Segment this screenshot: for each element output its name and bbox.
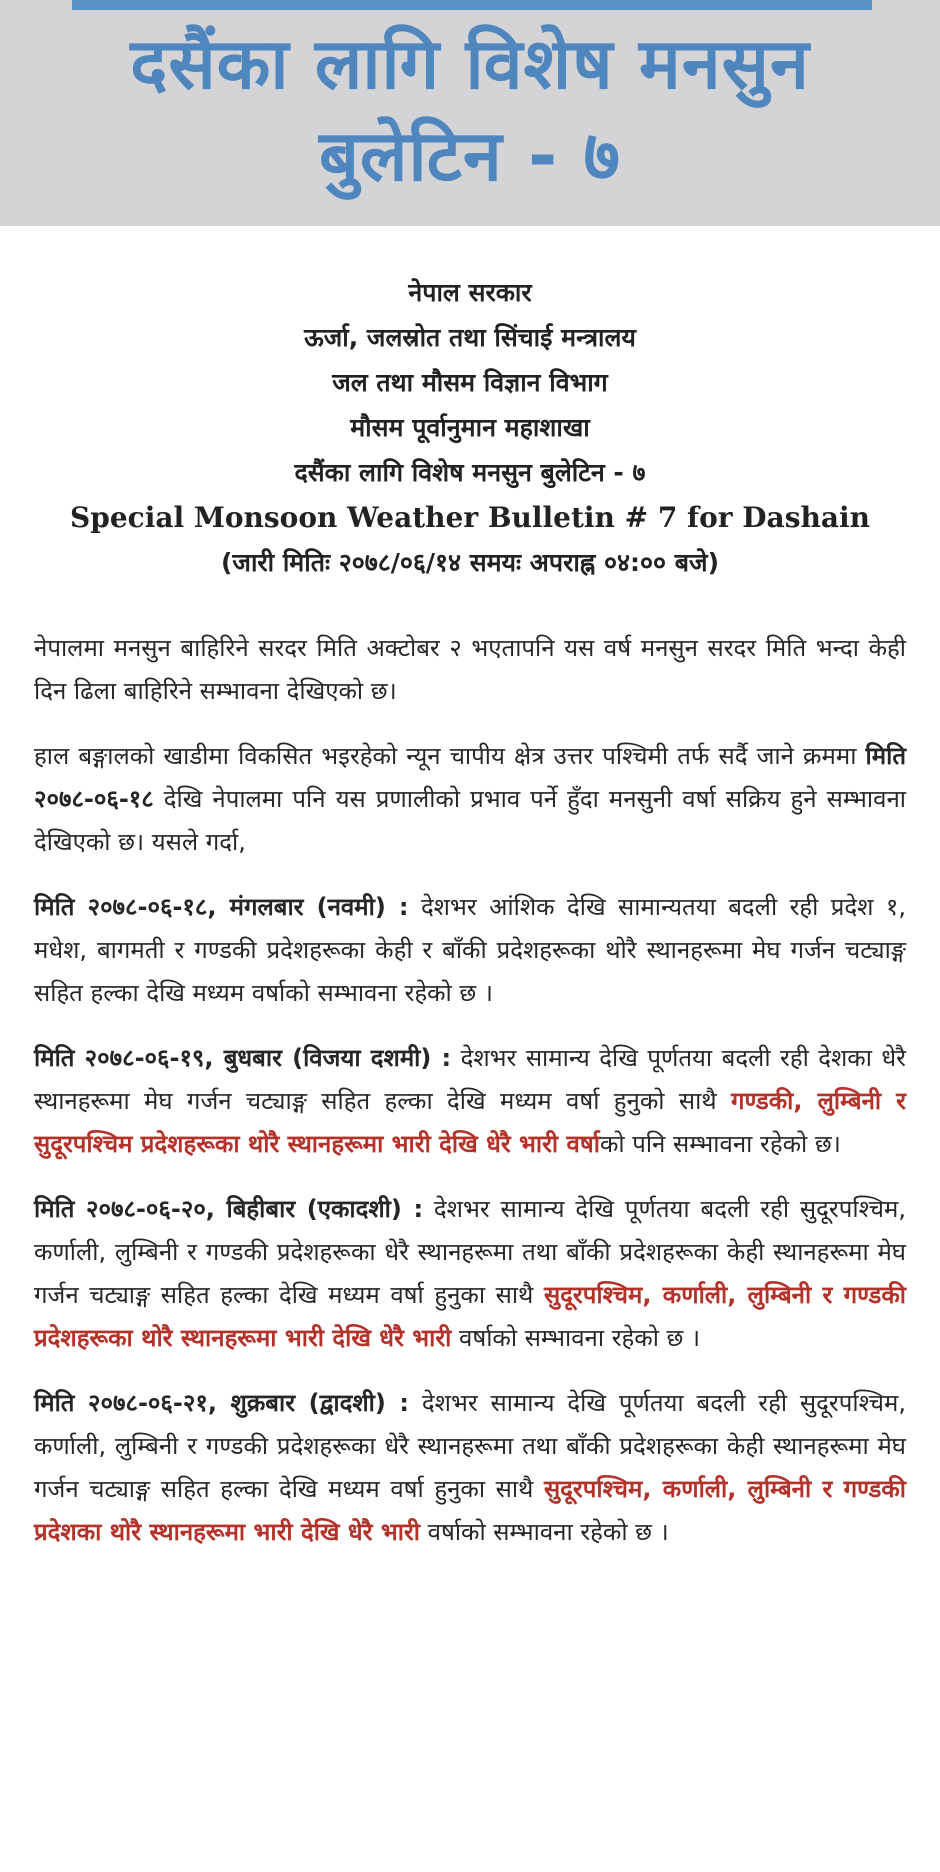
forecast-day-2 xyxy=(34,1037,906,1166)
ministry-name: ऊर्जा, जलस्रोत तथा सिंचाई मन्त्रालय xyxy=(304,323,636,352)
forecast-text: को पनि सम्भावना रहेको छ। xyxy=(599,1130,841,1158)
forecast-day-1 xyxy=(34,886,906,1015)
banner-top-bar xyxy=(72,0,872,10)
bulletin-title-english: Special Monsoon Weather Bulletin # 7 for Dashain xyxy=(70,501,870,534)
bulletin-body xyxy=(0,627,940,1554)
heavy-rain-warning: सुदूरपश्चिम, कर्णाली, लुम्बिनी र गण्डकी प्रदेशहरूका थोरै स्थानहरूमा भारी देखि धेरै भारी xyxy=(34,1281,906,1352)
forecast-date-label: मिति २०७८-०६-२१, शुक्रबार (द्वादशी) : xyxy=(34,1389,410,1417)
forecast-day-3 xyxy=(34,1188,906,1360)
issue-date: (जारी मितिः २०७८/०६/१४ समयः अपराह्न ०४:०० बजे) xyxy=(220,548,720,577)
paragraph-text: नेपालमा मनसुन बाहिरिने सरदर मिति अक्टोबर २ भएतापनि यस वर्ष मनसुन सरदर मिति भन्दा केही दिन ढिला बाहिरिने सम्भावना देखिएको छ। xyxy=(34,634,906,705)
bulletin-title-nepali: दसैंका लागि विशेष मनसुन बुलेटिन - ७ xyxy=(294,458,646,487)
highlight-date: मिति २०७८-०६-१८ xyxy=(34,742,906,813)
banner-title-line1: दसैंका लागि विशेष मनसुन xyxy=(130,23,810,105)
paragraph-text: देखि नेपालमा पनि यस प्रणालीको प्रभाव पर्ने हुँदा मनसुनी वर्षा सक्रिय हुने सम्भावना देखिएको छ। यसले गर्दा, xyxy=(34,785,906,856)
forecast-date-label: मिति २०७८-०६-२०, बिहीबार (एकादशी) : xyxy=(34,1195,424,1223)
heavy-rain-warning: सुदूरपश्चिम, कर्णाली, लुम्बिनी र गण्डकी प्रदेशका थोरै स्थानहरूमा भारी देखि धेरै भारी xyxy=(34,1475,906,1546)
forecast-text: वर्षाको सम्भावना रहेको छ । xyxy=(451,1324,701,1352)
forecast-text: वर्षाको सम्भावना रहेको छ । xyxy=(419,1518,669,1546)
forecast-text: देशभर आंशिक देखि सामान्यतया बदली रही प्रदेश १, मधेश, बागमती र गण्डकी प्रदेशहरूका केही र बाँकी प्रदेशहरूका थोरै स्थानहरूमा मेघ गर्जन चट्याङ्ग सहित हल्का देखि मध्यम वर्षाको सम्भावना रहेको छ । xyxy=(34,893,906,1007)
forecast-text: देशभर सामान्य देखि पूर्णतया बदली रही सुदूरपश्चिम, कर्णाली, लुम्बिनी र गण्डकी प्रदेशहरूका धेरै स्थानहरूमा तथा बाँकी प्रदेशहरूका केही स्थानहरूमा मेघ गर्जन चट्याङ्ग सहित हल्का देखि मध्यम वर्षा हुनुका साथै xyxy=(34,1389,906,1503)
forecast-text: देशभर सामान्य देखि पूर्णतया बदली रही सुदूरपश्चिम, कर्णाली, लुम्बिनी र गण्डकी प्रदेशहरूका धेरै स्थानहरूमा तथा बाँकी प्रदेशहरूका केही स्थानहरूमा मेघ गर्जन चट्याङ्ग सहित हल्का देखि मध्यम वर्षा हुनुका साथै xyxy=(34,1195,906,1309)
bulletin-header xyxy=(0,270,940,585)
forecast-date-label: मिति २०७८-०६-१८, मंगलबार (नवमी) : xyxy=(34,893,409,921)
paragraph-low-pressure xyxy=(34,735,906,864)
department-name: जल तथा मौसम विज्ञान विभाग xyxy=(332,368,608,397)
bulletin-banner xyxy=(0,0,940,226)
banner-title xyxy=(0,18,940,202)
division-name: मौसम पूर्वानुमान महाशाखा xyxy=(350,413,590,442)
forecast-text: देशभर सामान्य देखि पूर्णतया बदली रही देशका धेरै स्थानहरूमा मेघ गर्जन चट्याङ्ग सहित हल्का देखि मध्यम वर्षा हुनुको साथै xyxy=(34,1044,906,1115)
forecast-date-label: मिति २०७८-०६-१९, बुधबार (विजया दशमी) : xyxy=(34,1044,452,1072)
paragraph-text: हाल बङ्गालको खाडीमा विकसित भइरहेको न्यून चापीय क्षेत्र उत्तर पश्चिमी तर्फ सर्दै जाने क्रममा xyxy=(34,742,866,770)
paragraph-monsoon-withdrawal xyxy=(34,627,906,713)
banner-title-line2: बुलेटिन - ७ xyxy=(319,115,621,197)
heavy-rain-warning: गण्डकी, लुम्बिनी र सुदूरपश्चिम प्रदेशहरूका थोरै स्थानहरूमा भारी देखि धेरै भारी वर्षा xyxy=(34,1087,907,1158)
government-name: नेपाल सरकार xyxy=(408,278,532,307)
forecast-day-4 xyxy=(34,1382,906,1554)
